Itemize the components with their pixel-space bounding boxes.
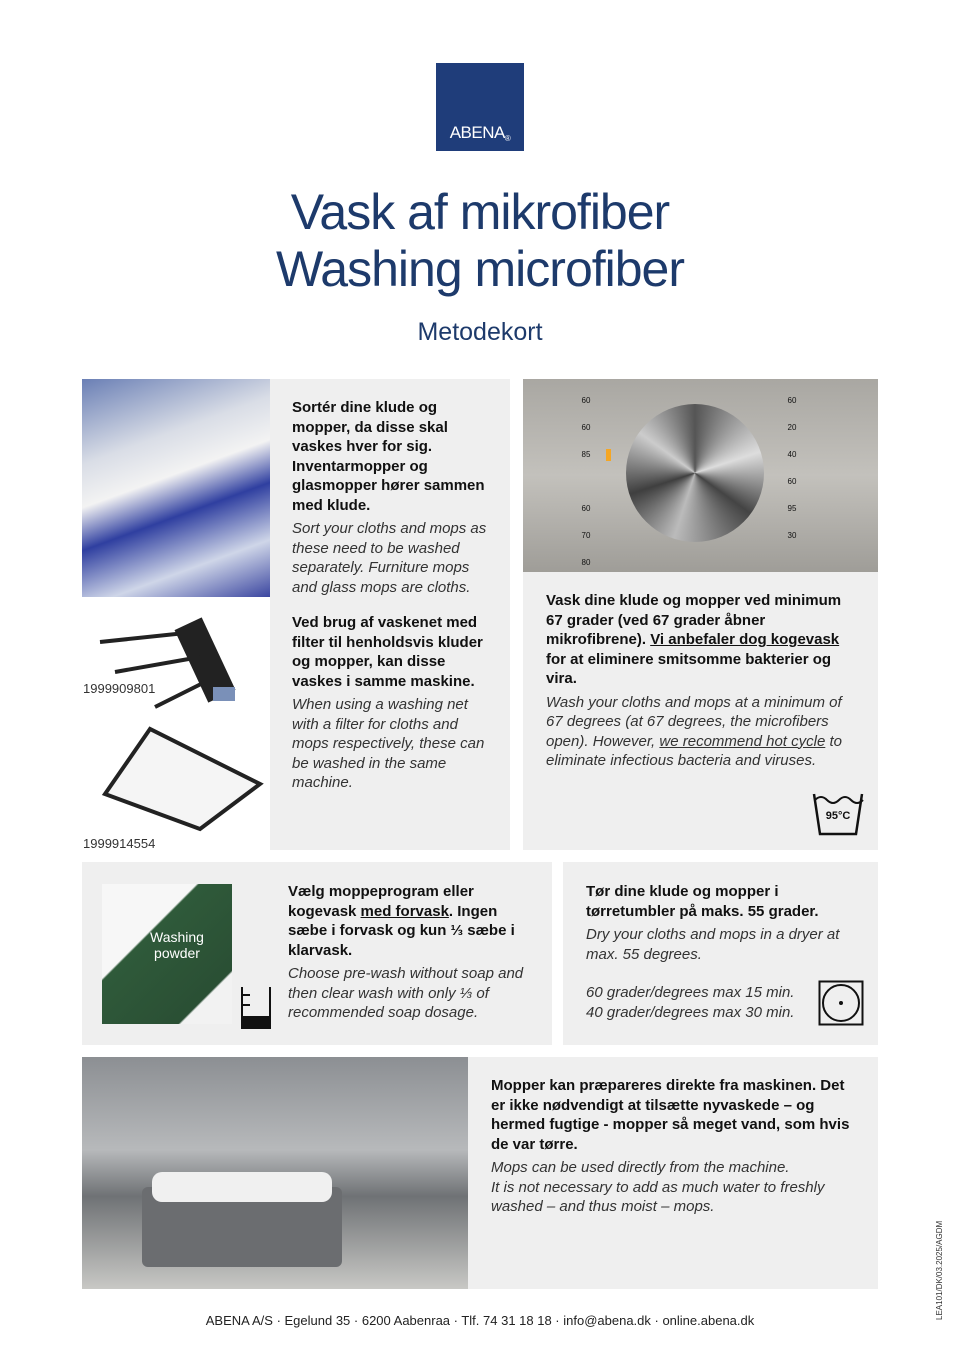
tumble-dry-icon xyxy=(818,980,864,1026)
subtitle: Metodekort xyxy=(417,318,543,346)
photo-washing-machine-dial xyxy=(523,379,878,572)
title-english: Washing microfiber xyxy=(275,241,685,297)
dry-time-60: 60 grader/degrees max 15 min. xyxy=(586,984,795,1001)
text-english-1: Mops can be used directly from the machine. xyxy=(491,1159,790,1176)
text-danish xyxy=(288,882,538,960)
text-english: Choose pre-wash without soap and then clear wash with only ⅓ of recommended soap dosage. xyxy=(288,965,524,1021)
dial-label: 60 xyxy=(581,396,591,405)
text-english-2: It is not necessary to add as much water to freshly washed – and thus moist – mops. xyxy=(491,1178,825,1215)
photo-laundry-basket xyxy=(82,379,270,597)
text-part: . Ingen sæbe i forvask og kun ⅓ sæbe i klarvask. xyxy=(288,902,515,959)
dial-label: 30 xyxy=(787,531,797,540)
text-english-2: When using a washing net with a filter for cloths and mops respectively, these can be washed in the same machine. xyxy=(292,696,485,791)
dial-label: 95 xyxy=(787,504,797,513)
dial-knob xyxy=(626,404,764,542)
dial-label: 85 xyxy=(581,450,591,459)
dry-time-40: 40 grader/degrees max 30 min. xyxy=(586,1003,795,1021)
text-underlined: Vi anbefaler dog kogevask xyxy=(650,631,840,648)
text-danish-1: Sortér dine klude og mopper, da disse skal vaskes hver for sig. Inventarmopper og glasmopper hører sammen med klude. xyxy=(292,399,485,514)
measuring-cup-icon xyxy=(240,985,272,1030)
document-reference: LEA101/DK/03.2025/AGDM xyxy=(935,1220,944,1320)
footer-contact: ABENA A/S · Egelund 35 · 6200 Aabenraa · Tlf. 74 31 18 18 · info@abena.dk · online.abena.dk xyxy=(205,1313,755,1328)
dial-label: 70 xyxy=(581,531,591,540)
wash-95-icon xyxy=(812,790,864,836)
dial-label: 60 xyxy=(787,396,797,405)
text-danish xyxy=(546,591,861,689)
title-danish: Vask af mikrofiber xyxy=(290,184,670,240)
text-part: Wash your cloths and mops at a minimum of 67 degrees (at 67 degrees, the microfibers open). However, xyxy=(546,693,842,750)
wash-temperature: 95°C xyxy=(825,810,851,822)
text-underlined: med forvask xyxy=(360,902,449,920)
dial-label: 80 xyxy=(581,558,591,567)
text-part: to eliminate infectious bacteria and viruses. xyxy=(546,732,842,769)
dial-label: 60 xyxy=(581,423,591,432)
washing-net-frame-image xyxy=(95,612,265,712)
mop xyxy=(152,1172,332,1202)
logo-text: ABENA xyxy=(449,123,505,142)
text-english: Dry your cloths and mops in a dryer at max. 55 degrees. xyxy=(586,926,840,963)
dial-label: 60 xyxy=(787,477,797,486)
product-code-2: 1999914554 xyxy=(83,836,156,851)
product-name: powder xyxy=(154,945,200,961)
abena-logo: ABENA $_®$ xyxy=(436,63,524,151)
washing-powder-box-image xyxy=(102,884,232,1024)
product-code-1: 1999909801 xyxy=(83,681,156,696)
washing-net-bag-image xyxy=(100,724,268,834)
text-part: Vask dine klude og mopper ved minimum 67 grader (ved 67 grader åbner mikrofibrene). xyxy=(546,592,842,648)
text-part: for at eliminere smitsomme bakterier og vira. xyxy=(546,650,832,687)
text-english xyxy=(546,693,861,771)
text-danish-2: Ved brug af vaskenet med filter til henholdsvis kluder og mopper, kan disse vaskes i samme maskine. xyxy=(292,614,483,690)
text-underlined: we recommend hot cycle xyxy=(659,732,826,750)
text-part: Vælg moppeprogram eller kogevask xyxy=(288,883,474,920)
dial-label: 20 xyxy=(787,423,797,432)
indicator-light-on xyxy=(606,449,611,461)
text-english-1: Sort your cloths and mops as these need to be washed separately. Furniture mops and glass mops are cloths. xyxy=(292,520,487,596)
text-danish: Tør dine klude og mopper i tørretumbler på maks. 55 grader. xyxy=(586,883,819,920)
photo-mops-bucket xyxy=(82,1057,468,1289)
dial-label: 60 xyxy=(581,504,591,513)
dial-label: 40 xyxy=(787,450,797,459)
text-danish: Mopper kan præpareres direkte fra maskinen. Det er ikke nødvendigt at tilsætte nyvaskede – og hermed fugtige - mopper så meget vand, som hvis de var tørre. xyxy=(491,1077,850,1153)
product-name: Washing xyxy=(150,929,204,945)
